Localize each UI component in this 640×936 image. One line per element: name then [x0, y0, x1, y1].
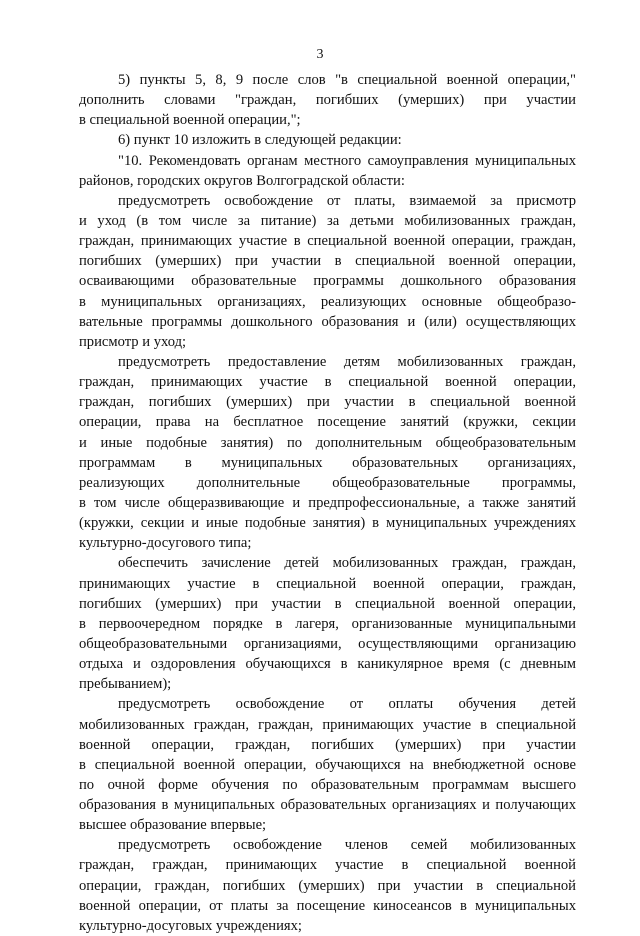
- text-line: граждан, погибших (умерших) при участии в специальной военной: [79, 394, 576, 411]
- paragraph-first-line: 6) пункт 10 изложить в следующей редакции:: [118, 132, 402, 149]
- text-line: образования в муниципальных образовательных организациях и получающих: [79, 797, 576, 814]
- text-line: в муниципальных организациях, реализующих основные общеобразо-: [79, 293, 576, 310]
- paragraph-first-line: предусмотреть освобождение от платы, взимаемой за присмотр: [118, 192, 576, 209]
- text-line: в первоочередном порядке в лагеря, организованные муниципальными: [79, 615, 576, 632]
- text-line: мобилизованных граждан, граждан, принимающих участие в специальной: [79, 716, 576, 733]
- text-line: граждан, принимающих участие в специальной военной операции, граждан,: [79, 233, 576, 250]
- text-line: культурно-досугового типа;: [79, 535, 252, 552]
- text-line: принимающих участие в специальной военной операции, граждан,: [79, 575, 576, 592]
- paragraph-first-line: обеспечить зачисление детей мобилизованных граждан, граждан,: [118, 555, 576, 572]
- text-line: районов, городских округов Волгоградской области:: [79, 172, 405, 189]
- text-line: и иные подобные занятия) по дополнительным общеобразовательным: [79, 434, 576, 451]
- text-line: общеобразовательными организациями, осуществляющими организацию: [79, 635, 576, 652]
- text-line: осваивающими образовательные программы дошкольного образования: [79, 273, 576, 290]
- text-line: программам в муниципальных образовательных организациях,: [79, 454, 576, 471]
- text-line: в том числе общеразвивающие и предпрофессиональные, а также занятий: [79, 494, 576, 511]
- paragraph-first-line: предусмотреть освобождение членов семей мобилизованных: [118, 837, 576, 854]
- document-body: [79, 70, 576, 936]
- text-line: в специальной военной операции,";: [79, 112, 301, 129]
- paragraph-first-line: предусмотреть освобождение от оплаты обучения детей: [118, 696, 576, 713]
- text-line: операции, права на бесплатное посещение занятий (кружки, секции: [79, 414, 576, 431]
- text-line: граждан, принимающих участие в специальной военной операции,: [79, 374, 576, 391]
- text-line: дополнить словами "граждан, погибших (умерших) при участии: [79, 92, 576, 109]
- text-line: отдыха и оздоровления обучающихся в каникулярное время (с дневным: [79, 656, 576, 673]
- text-line: погибших (умерших) при участии в специальной военной операции,: [79, 253, 576, 270]
- paragraph-first-line: 5) пункты 5, 8, 9 после слов "в специальной военной операции,": [118, 72, 576, 88]
- text-line: реализующих дополнительные общеобразовательные программы,: [79, 474, 576, 491]
- text-line: по очной форме обучения по образовательным программам высшего: [79, 776, 576, 793]
- text-line: присмотр и уход;: [79, 333, 187, 350]
- text-line: в специальной военной операции, обучающихся на внебюджетной основе: [79, 756, 576, 773]
- text-line: и уход (в том числе за питание) за детьми мобилизованных граждан,: [79, 212, 576, 229]
- text-line: культурно-досуговых учреждениях;: [79, 917, 302, 934]
- text-line: пребыванием);: [79, 676, 172, 693]
- page-number: 3: [316, 47, 324, 62]
- text-line: военной операции, от платы за посещение киносеансов в муниципальных: [79, 897, 576, 914]
- paragraph-first-line: "10. Рекомендовать органам местного самоуправления муниципальных: [118, 152, 576, 169]
- text-line: высшее образование впервые;: [79, 817, 267, 834]
- text-line: погибших (умерших) при участии в специальной военной операции,: [79, 595, 576, 612]
- text-line: операции, граждан, погибших (умерших) при участии в специальной: [79, 877, 576, 894]
- paragraph-first-line: предусмотреть предоставление детям мобилизованных граждан,: [118, 353, 576, 370]
- text-line: граждан, граждан, принимающих участие в специальной военной: [79, 857, 576, 874]
- text-line: (кружки, секции и иные подобные занятия) в муниципальных учреждениях: [79, 515, 576, 532]
- text-line: военной операции, граждан, погибших (умерших) при участии: [79, 736, 576, 753]
- text-line: вательные программы дошкольного образования и (или) осуществляющих: [79, 313, 576, 330]
